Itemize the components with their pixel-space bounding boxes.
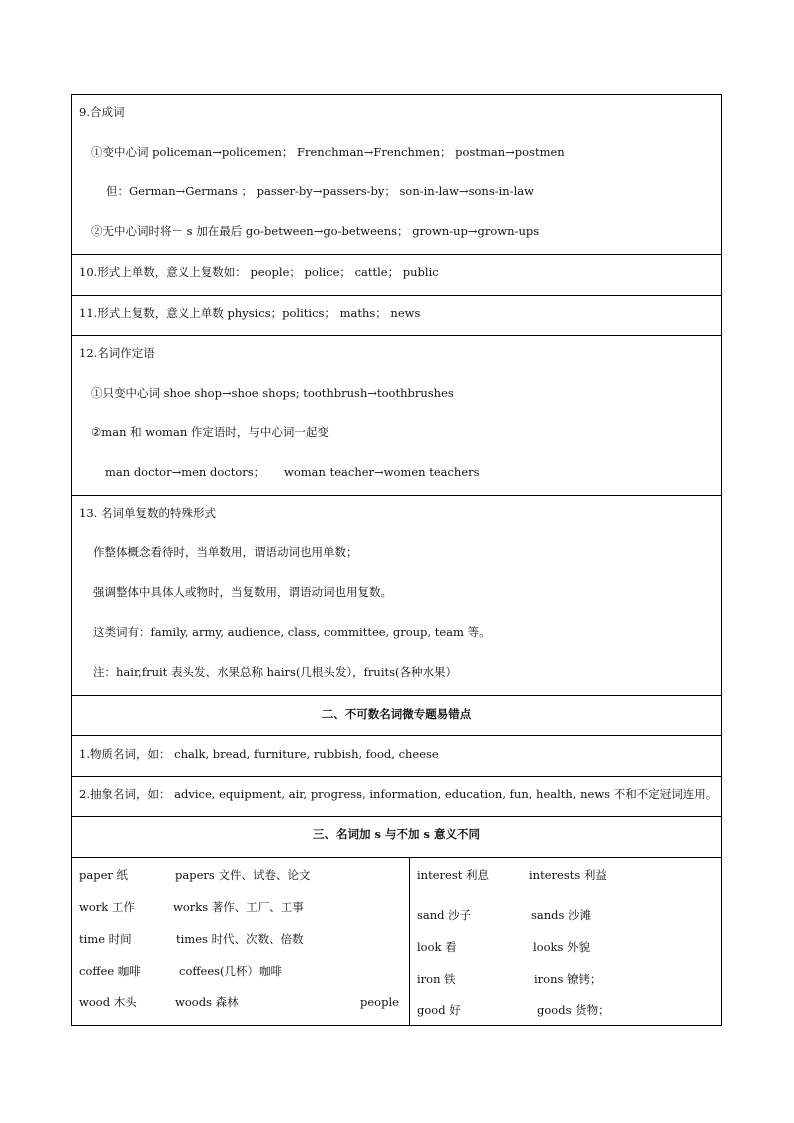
left-plural: works 著作、工厂、工事: [173, 900, 304, 914]
section-9-line-2: 但：German→Germans ； passer-by→passers-by； son-in-law→sons-in-law: [106, 184, 534, 198]
left-word: work 工作: [79, 900, 135, 914]
right-word: look 看: [417, 940, 457, 954]
section-13-title: 13. 名词单复数的特殊形式: [79, 506, 216, 520]
right-plural: interests 利益: [529, 868, 607, 882]
material-nouns-row: [72, 736, 721, 777]
section-9: [72, 95, 721, 255]
right-plural: irons 镣铐；: [534, 972, 602, 986]
abstract-nouns-row: [72, 777, 721, 817]
left-plural: papers 文件、试卷、论文: [175, 868, 311, 882]
plural-meaning-table: [72, 858, 721, 1025]
material-nouns-text: 1.物质名词，如： chalk, bread, furniture, rubbish, food, cheese: [79, 747, 439, 761]
section-10-text: 10.形式上单数，意义上复数如： people； police； cattle； public: [79, 265, 439, 279]
uncountable-heading: 二、不可数名词微专题易错点: [321, 707, 472, 721]
right-plural: sands 沙滩: [531, 908, 592, 922]
section-9-line-1: ①变中心词 policeman→policemen； Frenchman→Frenchmen； postman→postmen: [91, 145, 565, 159]
left-plural: coffees(几杯）咖啡: [179, 964, 283, 978]
right-word: iron 铁: [417, 972, 456, 986]
left-word: paper 纸: [79, 868, 129, 882]
section-11: [72, 296, 721, 336]
section-11-text: 11.形式上复数，意义上单数 physics；politics； maths； news: [79, 306, 421, 320]
section-9-line-3: ②无中心词时将－ s 加在最后 go-between→go-betweens； grown-up→grown-ups: [91, 224, 540, 238]
section-13-line-4: 注：hair,fruit 表头发、水果总称 hairs(几根头发），fruits(各种水果）: [93, 665, 458, 679]
section-12-title: 12.名词作定语: [79, 346, 155, 360]
right-plural: looks 外貌: [533, 940, 591, 954]
right-word: sand 沙子: [417, 908, 472, 922]
section-12-line-1: ①只变中心词 shoe shop→shoe shops; toothbrush→toothbrushes: [91, 386, 454, 400]
right-word: good 好: [417, 1003, 461, 1017]
section-13-line-2: 强调整体中具体人或物时，当复数用，谓语动词也用复数。: [93, 585, 392, 599]
section-12: [72, 336, 721, 496]
section-10: [72, 255, 721, 296]
right-column: [410, 858, 721, 1025]
left-word: coffee 咖啡: [79, 964, 141, 978]
section-12-line-2: ②man 和 woman 作定语时，与中心词一起变: [91, 425, 329, 439]
right-plural: goods 货物；: [537, 1003, 610, 1017]
section-13-line-3: 这类词有：family, army, audience, class, committee, group, team 等。: [93, 625, 491, 639]
section-9-title: 9.合成词: [79, 105, 125, 119]
left-word: time 时间: [79, 932, 132, 946]
grammar-table: [71, 94, 722, 1026]
section-13: [72, 496, 721, 696]
left-column: [72, 858, 410, 1025]
section-12-line-3b: woman teacher→women teachers: [284, 465, 480, 479]
plural-meaning-heading: 三、名词加 s 与不加 s 意义不同: [313, 827, 480, 841]
left-word: wood 木头: [79, 995, 137, 1009]
section-12-line-3a: man doctor→men doctors；: [105, 465, 266, 479]
plural-meaning-heading-row: [72, 817, 721, 858]
abstract-nouns-text: 2.抽象名词，如： advice, equipment, air, progress, information, education, fun, health, news 不和不定冠词连用。: [79, 787, 718, 801]
left-plural: woods 森林: [175, 995, 239, 1009]
section-13-line-1: 作整体概念看待时，当单数用，谓语动词也用单数；: [93, 545, 358, 559]
left-extra-word: people: [360, 995, 399, 1009]
right-word: interest 利息: [417, 868, 489, 882]
left-plural: times 时代、次数、倍数: [176, 932, 304, 946]
uncountable-heading-row: [72, 696, 721, 736]
